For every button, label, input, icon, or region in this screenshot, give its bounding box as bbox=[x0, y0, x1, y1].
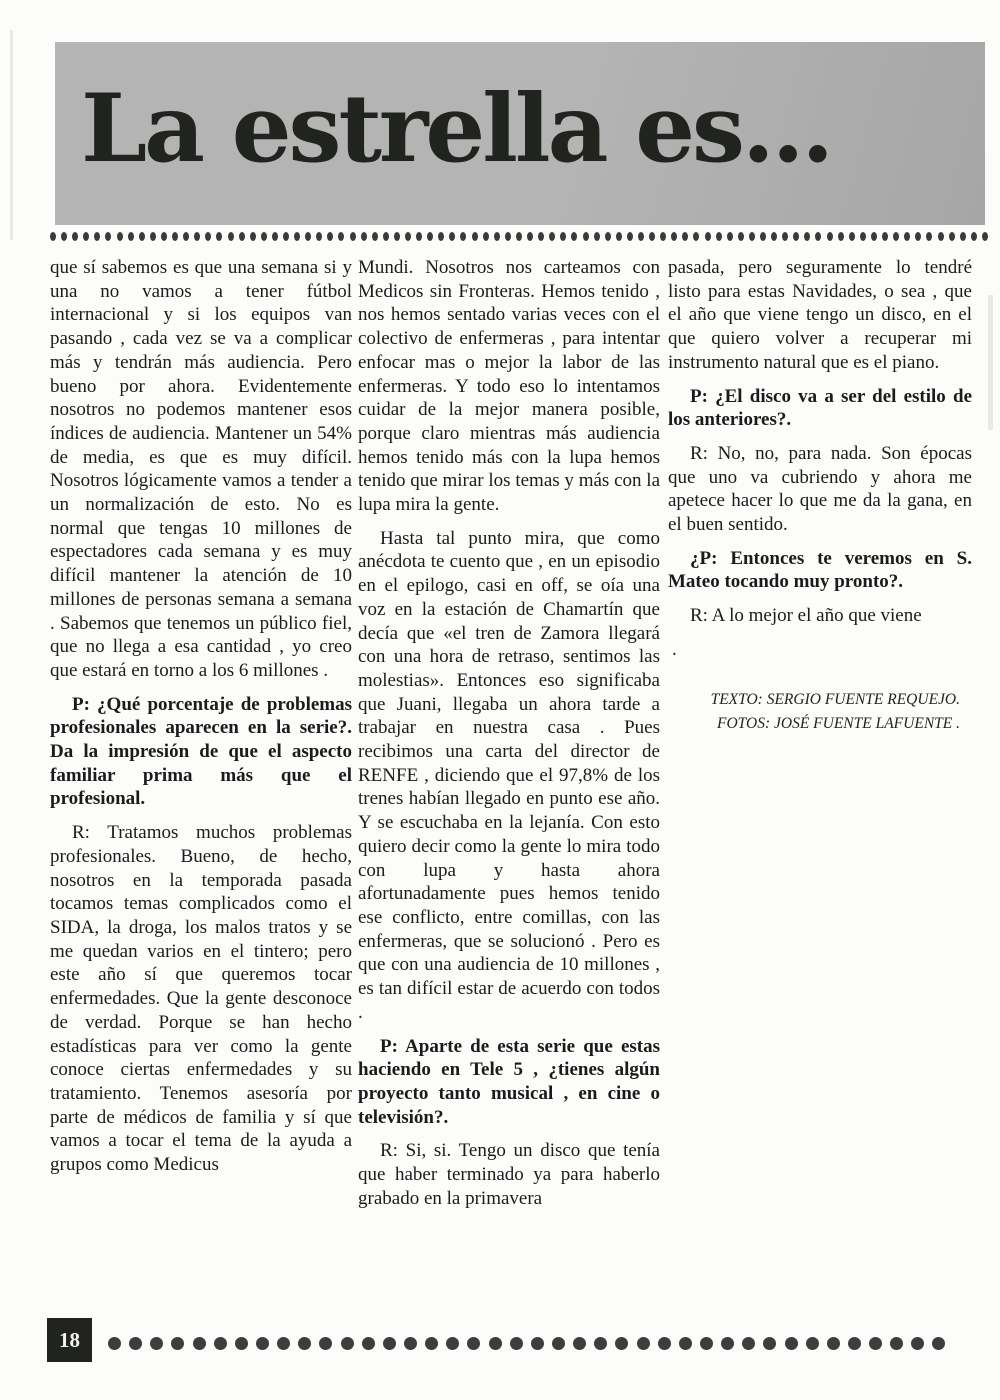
dot bbox=[250, 232, 256, 241]
dot bbox=[749, 232, 755, 241]
dot bbox=[971, 232, 977, 241]
dot bbox=[560, 232, 566, 241]
dot bbox=[383, 1337, 396, 1350]
dot bbox=[316, 232, 322, 241]
dot bbox=[483, 232, 489, 241]
dot bbox=[319, 1337, 332, 1350]
dot bbox=[605, 232, 611, 241]
interview-question: P: ¿Qué porcentaje de problemas profesionales aparecen en la serie?. Da la impresión de que el aspecto familiar prima más que el profesional. bbox=[50, 693, 352, 810]
page-title: La estrella es... bbox=[81, 73, 832, 184]
dot bbox=[949, 232, 955, 241]
dot bbox=[446, 1337, 459, 1350]
dot bbox=[571, 232, 577, 241]
interview-question: P: ¿El disco va a ser del estilo de los anteriores?. bbox=[668, 385, 972, 431]
interview-answer: R: A lo mejor el año que viene bbox=[690, 605, 922, 627]
dot bbox=[128, 232, 134, 241]
dot bbox=[638, 232, 644, 241]
article-paragraph: pasada, pero seguramente lo tendré listo para estas Navidades, o sea , que el año que viene tengo un disco, en el que quiero volver a recuperar mi instrumento natural que es el piano. bbox=[668, 257, 972, 373]
dot bbox=[815, 232, 821, 241]
dot bbox=[727, 232, 733, 241]
dot bbox=[982, 232, 988, 241]
dot bbox=[372, 232, 378, 241]
dot bbox=[467, 1337, 480, 1350]
dot bbox=[911, 1337, 924, 1350]
dot bbox=[700, 1337, 713, 1350]
dot bbox=[583, 232, 589, 241]
dot bbox=[294, 232, 300, 241]
orphan-period: . bbox=[672, 638, 677, 660]
dot bbox=[516, 232, 522, 241]
masthead bbox=[55, 42, 985, 225]
dot bbox=[438, 232, 444, 241]
dot bbox=[277, 1337, 290, 1350]
dot bbox=[129, 1337, 142, 1350]
dot bbox=[235, 1337, 248, 1350]
dot bbox=[785, 1337, 798, 1350]
dot bbox=[449, 232, 455, 241]
dot bbox=[94, 232, 100, 241]
dot bbox=[256, 1337, 269, 1350]
dot bbox=[552, 1337, 565, 1350]
dot bbox=[72, 232, 78, 241]
dot bbox=[615, 1337, 628, 1350]
dot bbox=[721, 1337, 734, 1350]
article-column-3 bbox=[668, 256, 972, 736]
dot bbox=[338, 232, 344, 241]
dot bbox=[531, 1337, 544, 1350]
dot bbox=[890, 1337, 903, 1350]
scan-artifact-left bbox=[10, 30, 13, 240]
interview-answer: R: Si, si. Tengo un disco que tenía que haber terminado ya para haberlo grabado en la primavera bbox=[358, 1140, 660, 1209]
dot bbox=[510, 1337, 523, 1350]
dot bbox=[394, 232, 400, 241]
dot bbox=[960, 232, 966, 241]
dot bbox=[194, 232, 200, 241]
dot bbox=[283, 232, 289, 241]
dot bbox=[693, 232, 699, 241]
dot bbox=[527, 232, 533, 241]
dot bbox=[327, 232, 333, 241]
dot bbox=[362, 1337, 375, 1350]
dot bbox=[679, 1337, 692, 1350]
dot bbox=[383, 232, 389, 241]
footer-dots-divider bbox=[108, 1336, 946, 1350]
dot bbox=[161, 232, 167, 241]
dot bbox=[494, 232, 500, 241]
dot bbox=[882, 232, 888, 241]
dot bbox=[793, 232, 799, 241]
dot bbox=[827, 232, 833, 241]
dot bbox=[660, 232, 666, 241]
dot bbox=[838, 232, 844, 241]
dot bbox=[671, 232, 677, 241]
dot bbox=[272, 232, 278, 241]
dot bbox=[425, 1337, 438, 1350]
dot bbox=[239, 232, 245, 241]
dot bbox=[83, 232, 89, 241]
dot bbox=[806, 1337, 819, 1350]
page-number-badge bbox=[47, 1318, 92, 1362]
dot bbox=[649, 232, 655, 241]
credits-block bbox=[668, 688, 972, 736]
dot bbox=[404, 1337, 417, 1350]
dot bbox=[405, 232, 411, 241]
dot bbox=[594, 232, 600, 241]
dot bbox=[261, 232, 267, 241]
dot bbox=[742, 1337, 755, 1350]
dot bbox=[305, 232, 311, 241]
page-number: 18 bbox=[59, 1327, 80, 1352]
dot bbox=[869, 1337, 882, 1350]
dot bbox=[350, 232, 356, 241]
dot bbox=[361, 232, 367, 241]
dot bbox=[871, 232, 877, 241]
article-column-1 bbox=[50, 256, 352, 1187]
dot bbox=[193, 1337, 206, 1350]
interview-question: P: Aparte de esta serie que estas haciendo en Tele 5 , ¿tienes algún proyecto tanto musical , en cine o televisión?. bbox=[358, 1035, 660, 1128]
interview-answer: R: Tratamos muchos problemas profesionales. Bueno, de hecho, nosotros en la temporada pasada tocamos temas complicados como el SIDA, la droga, los malos tratos y se me quedan varios en el tintero; pero este año sí que queremos tocar enfermedades. Que la gente desconoce de verdad. Porque se han hecho estadísticas para ver como la gente conoce ciertas enfermedades y su tratamiento. Tenemos asesoría por parte de médicos de familia y sí que vamos a tocar el tema de la ayuda a grupos como Medicus bbox=[50, 822, 352, 1176]
interview-answer: R: No, no, para nada. Son épocas que uno va cubriendo y ahora me apetece hacer lo que me da la gana, en el buen sentido. bbox=[668, 442, 972, 536]
dot bbox=[915, 232, 921, 241]
article-paragraph: Mundi. Nosotros nos carteamos con Medicos sin Fronteras. Hemos tenido , nos hemos sentado varias veces con el colectivo de enfermeras , para intentar enfocar mas o mejor la labor de las enfermeras. Y todo eso lo intentamos cuidar de la mejor manera posible, porque claro mientras más audiencia hemos tenido más con la lupa hemos tenido que mirar los temas y más con la lupa mira la gente. bbox=[358, 257, 660, 516]
header-dots-divider bbox=[50, 231, 988, 241]
dot bbox=[893, 232, 899, 241]
article-paragraph: que sí sabemos es que una semana si y una no vamos a tener fútbol internacional y si los equipos van pasando , cada vez se va a complicar más y tendrán más audiencia. Pero bueno por ahora. Evidentemente nosotros no podemos mantener esos índices de audiencia. Mantener un 54% de media, es que es muy difícil. Nosotros lógicamente vamos a tender a un normalización de esto. No es normal que tengas 10 millones de espectadores cada semana y es muy difícil mantener la atención de 10 millones de personas semana a semana . Sabemos que tenemos un público fiel, que no llega a esa cantidad , yo creo que estará en torno a los 6 millones . bbox=[50, 257, 352, 681]
dot bbox=[938, 232, 944, 241]
credit-photo-author: FOTOS: JOSÉ FUENTE LAFUENTE . bbox=[717, 714, 960, 732]
dot bbox=[904, 232, 910, 241]
dot bbox=[105, 232, 111, 241]
dot bbox=[627, 232, 633, 241]
scan-artifact-right bbox=[988, 295, 993, 430]
dot bbox=[139, 232, 145, 241]
dot bbox=[594, 1337, 607, 1350]
dot bbox=[926, 232, 932, 241]
dot bbox=[183, 232, 189, 241]
dot bbox=[205, 232, 211, 241]
dot bbox=[637, 1337, 650, 1350]
dot bbox=[416, 232, 422, 241]
dot bbox=[763, 1337, 776, 1350]
dot bbox=[460, 232, 466, 241]
dot bbox=[705, 232, 711, 241]
dot bbox=[771, 232, 777, 241]
dot bbox=[549, 232, 555, 241]
dot bbox=[860, 232, 866, 241]
dot bbox=[573, 1337, 586, 1350]
dot bbox=[171, 1337, 184, 1350]
dot bbox=[61, 232, 67, 241]
credit-text-author: TEXTO: SERGIO FUENTE REQUEJO. bbox=[710, 690, 960, 708]
dot bbox=[427, 232, 433, 241]
dot bbox=[150, 1337, 163, 1350]
dot bbox=[760, 232, 766, 241]
dot bbox=[117, 232, 123, 241]
dot bbox=[214, 1337, 227, 1350]
dot bbox=[228, 232, 234, 241]
dot bbox=[848, 1337, 861, 1350]
article-paragraph: Hasta tal punto mira, que como anécdota te cuento que , en un episodio en el epilogo, casi en off, se oía una voz en la estación de Chamartín que decía que «el tren de Zamora llegará con una hora de retraso, sentimos las molestias». Entonces eso significaba que Juani, llegaba un ahora tarde a trabajar en nuestra casa . Pues recibimos una carta del director de RENFE , diciendo que el 97,8% de los trenes habían llegado en punto ese año. Y se escuchaba en la lejanía. Con esto quiero decir como la gente lo mira todo con lupa y hasta ahora afortunadamente pues hemos tenido ese conflicto, entre comillas, con las enfermeras, que se solucionó . Pero es que con una audiencia de 10 millones , es tan difícil estar de acuerdo con todos . bbox=[358, 527, 660, 1023]
dot bbox=[932, 1337, 945, 1350]
dot bbox=[616, 232, 622, 241]
interview-question: ¿P: Entonces te veremos en S. Mateo tocando muy pronto?. bbox=[668, 547, 972, 593]
dot bbox=[538, 232, 544, 241]
dot bbox=[341, 1337, 354, 1350]
dot bbox=[716, 232, 722, 241]
dot bbox=[658, 1337, 671, 1350]
dot bbox=[849, 232, 855, 241]
dot bbox=[50, 232, 56, 241]
dot bbox=[172, 232, 178, 241]
dot bbox=[150, 232, 156, 241]
dot bbox=[505, 232, 511, 241]
dot bbox=[216, 232, 222, 241]
dot bbox=[489, 1337, 502, 1350]
dot bbox=[108, 1337, 121, 1350]
dot bbox=[472, 232, 478, 241]
article-column-2 bbox=[358, 256, 660, 1220]
dot bbox=[827, 1337, 840, 1350]
dot bbox=[682, 232, 688, 241]
dot bbox=[804, 232, 810, 241]
dot bbox=[738, 232, 744, 241]
dot bbox=[782, 232, 788, 241]
dot bbox=[298, 1337, 311, 1350]
